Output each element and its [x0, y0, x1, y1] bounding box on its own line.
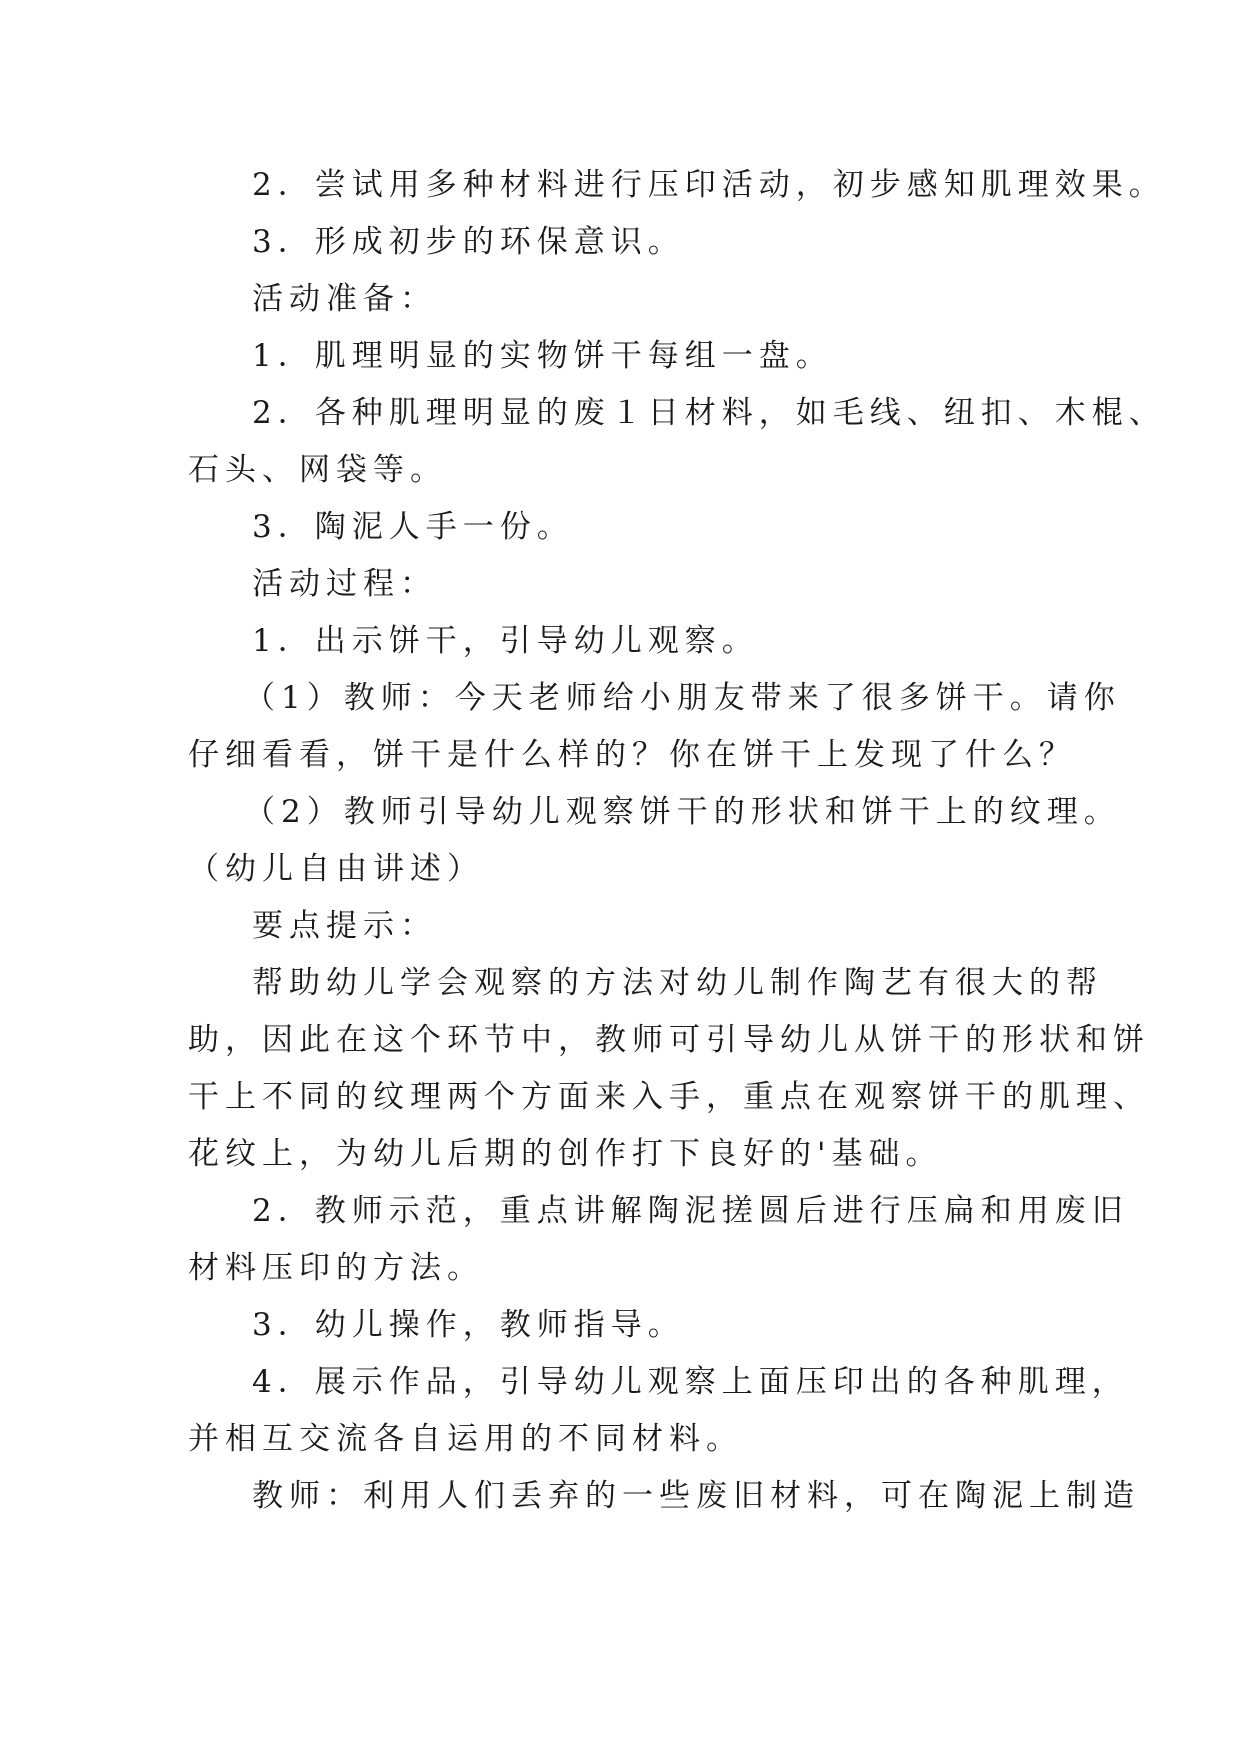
text-line: 教师：利用人们丢弃的一些废旧材料，可在陶泥上制造 [252, 1478, 1140, 1514]
text-line: 1．出示饼干，引导幼儿观察。 [252, 623, 759, 659]
text-line: 2．教师示范，重点讲解陶泥搓圆后进行压扁和用废旧 [252, 1193, 1129, 1229]
text-line: 4．展示作品，引导幼儿观察上面压印出的各种肌理， [252, 1364, 1129, 1400]
text-line: （幼儿自由讲述） [188, 851, 484, 887]
text-line: 并相互交流各自运用的不同材料。 [188, 1421, 743, 1457]
section-heading: 要点提示： [252, 908, 437, 944]
text-line: 花纹上，为幼儿后期的创作打下良好的'基础。 [188, 1136, 943, 1172]
text-line: 助，因此在这个环节中，教师可引导幼儿从饼干的形状和饼 [188, 1022, 1150, 1058]
text-line: 材料压印的方法。 [188, 1250, 484, 1286]
text-line: 帮助幼儿学会观察的方法对幼儿制作陶艺有很大的帮 [252, 965, 1103, 1001]
text-line: 3．形成初步的环保意识。 [252, 224, 685, 260]
text-line: 2．尝试用多种材料进行压印活动，初步感知肌理效果。 [252, 167, 1166, 203]
text-line: 干上不同的纹理两个方面来入手，重点在观察饼干的肌理、 [188, 1079, 1150, 1115]
text-line: 石头、网袋等。 [188, 452, 447, 488]
section-heading: 活动准备： [252, 281, 437, 317]
text-line: 仔细看看，饼干是什么样的？你在饼干上发现了什么？ [188, 737, 1076, 773]
section-heading: 活动过程： [252, 566, 437, 602]
text-line: 3．陶泥人手一份。 [252, 509, 574, 545]
text-line: 2．各种肌理明显的废１日材料，如毛线、纽扣、木棍、 [252, 395, 1166, 431]
text-line: （1）教师：今天老师给小朋友带来了很多饼干。请你 [244, 680, 1121, 716]
text-line: 3．幼儿操作，教师指导。 [252, 1307, 685, 1343]
text-line: 1．肌理明显的实物饼干每组一盘。 [252, 338, 833, 374]
text-line: （2）教师引导幼儿观察饼干的形状和饼干上的纹理。 [244, 794, 1121, 830]
